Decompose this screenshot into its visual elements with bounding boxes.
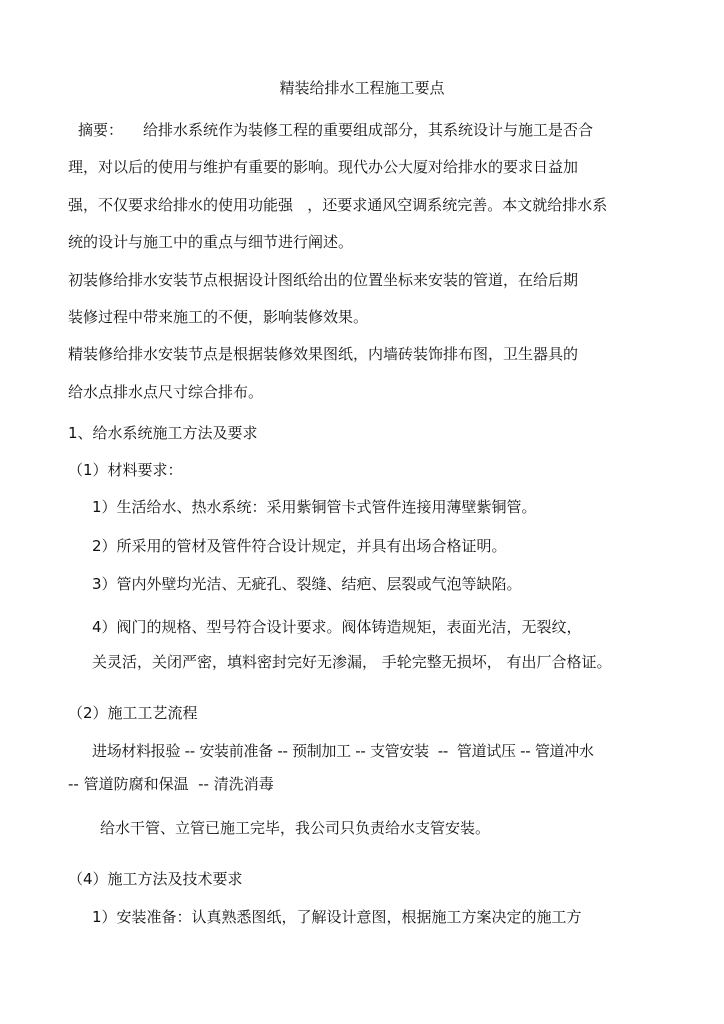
paragraph-line: 理，对以后的使用与维护有重要的影响。现代办公大厦对给排水的要求日益加 bbox=[68, 158, 579, 176]
list-item: 1）安装准备：认真熟悉图纸，了解设计意图，根据施工方案决定的施工方 bbox=[92, 908, 582, 926]
paragraph-line: 给排水系统作为装修工程的重要组成部分，其系统设计与施工是否合 bbox=[143, 121, 594, 139]
process-flow-line: 进场材料报验 -- 安装前准备 -- 预制加工 -- 支管安装 -- 管道试压 -- 管道冲水 bbox=[92, 742, 594, 760]
list-item: 4）阀门的规格、型号符合设计要求。阀体铸造规矩，表面光洁，无裂纹， bbox=[92, 618, 582, 636]
list-item: 1）生活给水、热水系统：采用紫铜管卡式管件连接用薄壁紫铜管。 bbox=[92, 498, 537, 516]
list-item: 2）所采用的管材及管件符合设计规定，并具有出场合格证明。 bbox=[92, 537, 507, 555]
subsection-heading: （4）施工方法及技术要求 bbox=[68, 870, 243, 888]
document-title: 精装给排水工程施工要点 bbox=[279, 79, 445, 97]
list-item: 3）管内外壁均光洁、无疵孔、裂缝、结疤、层裂或气泡等缺陷。 bbox=[92, 575, 522, 593]
paragraph-line: 精装修给排水安装节点是根据装修效果图纸，内墙砖装饰排布图，卫生器具的 bbox=[68, 345, 579, 363]
list-item-continuation: 关灵活，关闭严密，填料密封完好无渗漏， 手轮完整无损坏， 有出厂合格证。 bbox=[92, 653, 612, 671]
paragraph-line: 给水点排水点尺寸综合排布。 bbox=[68, 383, 264, 401]
paragraph-line: 统的设计与施工中的重点与细节进行阐述。 bbox=[68, 233, 354, 251]
section-heading: 1、给水系统施工方法及要求 bbox=[68, 424, 258, 442]
abstract-label: 摘要： bbox=[78, 121, 124, 139]
subsection-heading: （2）施工工艺流程 bbox=[68, 704, 198, 722]
paragraph-line: 强，不仅要求给排水的使用功能强 ，还要求通风空调系统完善。本文就给排水系 bbox=[68, 196, 608, 214]
subsection-heading: （1）材料要求： bbox=[68, 461, 183, 479]
paragraph-line: 初装修给排水安装节点根据设计图纸给出的位置坐标来安装的管道，在给后期 bbox=[68, 271, 579, 289]
paragraph-line: 装修过程中带来施工的不便，影响装修效果。 bbox=[68, 308, 369, 326]
paragraph-line: 给水干管、立管已施工完毕，我公司只负责给水支管安装。 bbox=[100, 819, 491, 837]
process-flow-line: -- 管道防腐和保温 -- 清洗消毒 bbox=[68, 775, 274, 793]
